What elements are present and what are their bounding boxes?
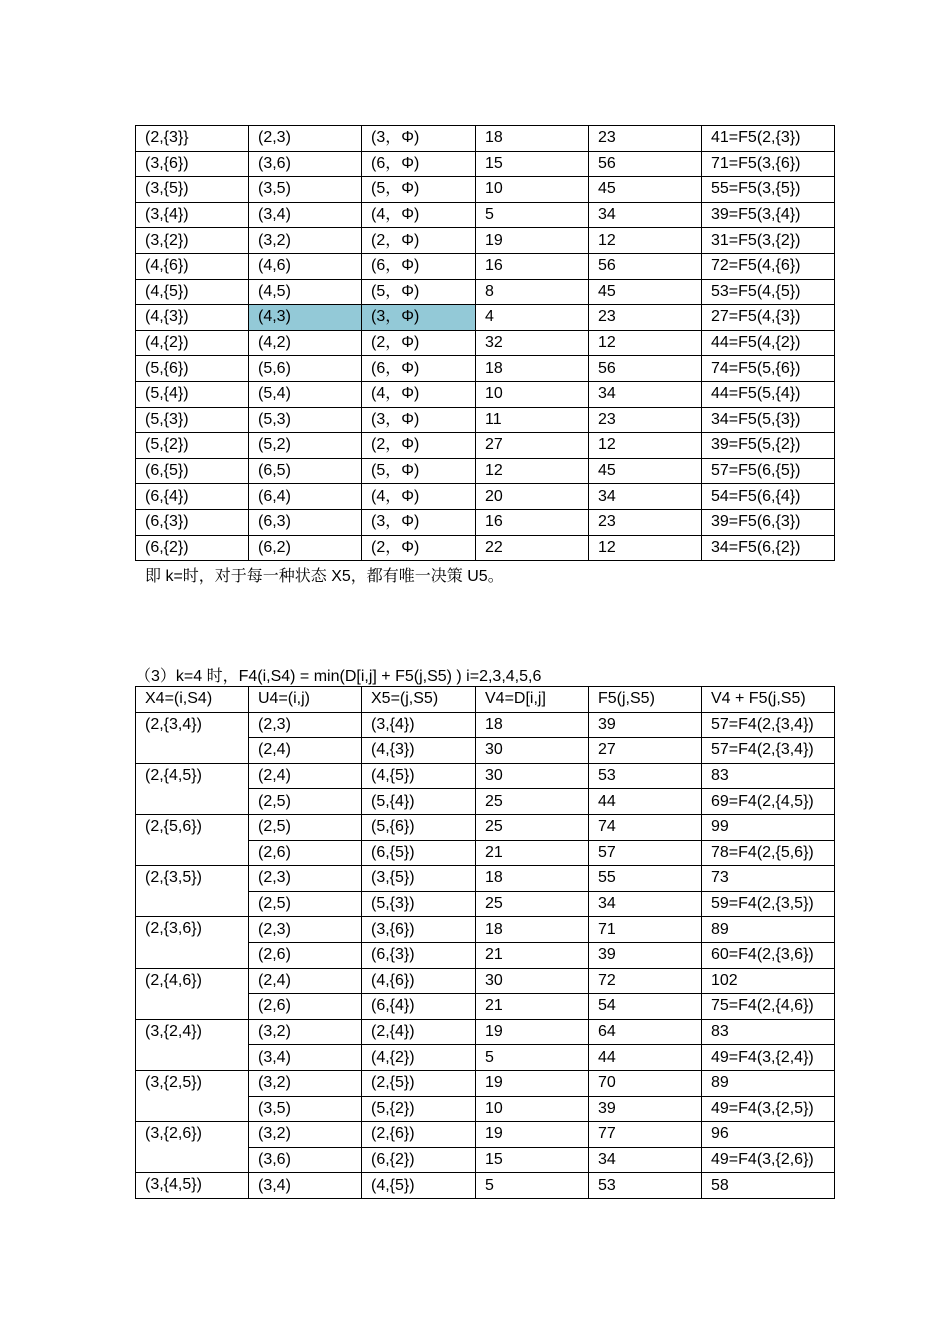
table-cell: 25 — [476, 789, 589, 815]
table-cell: 25 — [476, 891, 589, 917]
table-cell: 74=F5(5,{6}) — [702, 356, 835, 382]
table-cell: 30 — [476, 763, 589, 789]
table-cell: (5,6) — [249, 356, 362, 382]
table-cell: (4,{3}) — [136, 305, 249, 331]
table-row — [136, 1122, 835, 1148]
table-cell: (4，Φ) — [362, 484, 476, 510]
header-cell: X5=(j,S5) — [362, 687, 476, 713]
table-row — [136, 1173, 835, 1199]
table-cell: 12 — [589, 535, 702, 561]
table-cell: (4，Φ) — [362, 381, 476, 407]
table-cell: 57=F4(2,{3,4}) — [702, 712, 835, 738]
table-cell: 45 — [589, 458, 702, 484]
table-cell: 15 — [476, 1147, 589, 1173]
table-cell: 5 — [476, 202, 589, 228]
table-cell: (4,5) — [249, 279, 362, 305]
table-cell: 34=F5(6,{2}) — [702, 535, 835, 561]
table-cell: 73 — [702, 866, 835, 892]
table-cell: 83 — [702, 1019, 835, 1045]
table-cell: (2,{3}} — [136, 126, 249, 152]
table-cell: 39=F5(5,{2}) — [702, 433, 835, 459]
table-cell: 21 — [476, 994, 589, 1020]
table-cell: 25 — [476, 814, 589, 840]
table-cell: (5,{2}) — [362, 1096, 476, 1122]
table-cell: (4，Φ) — [362, 202, 476, 228]
table-cell: 19 — [476, 1019, 589, 1045]
table-row — [136, 1019, 835, 1045]
table-cell: 21 — [476, 942, 589, 968]
table-cell: 16 — [476, 509, 589, 535]
table-cell: (2,4) — [249, 738, 362, 764]
table-cell: 23 — [589, 509, 702, 535]
table-cell: 44 — [589, 789, 702, 815]
table-cell: 60=F4(2,{3,6}) — [702, 942, 835, 968]
table-cell: 44 — [589, 1045, 702, 1071]
table-cell: 23 — [589, 126, 702, 152]
table-cell: 18 — [476, 356, 589, 382]
table-cell: 70 — [589, 1070, 702, 1096]
table-row — [136, 356, 835, 382]
table-cell: 89 — [702, 1070, 835, 1096]
table-cell: 72 — [589, 968, 702, 994]
table-cell: 49=F4(3,{2,4}) — [702, 1045, 835, 1071]
table-cell: (3,{5}) — [136, 177, 249, 203]
table-cell: (5,{6}) — [362, 814, 476, 840]
table-cell: 34 — [589, 484, 702, 510]
table-cell: (5,2) — [249, 433, 362, 459]
table-cell: (4,{2}) — [136, 330, 249, 356]
table-cell: (2，Φ) — [362, 433, 476, 459]
table-cell: (2,{6}) — [362, 1122, 476, 1148]
table-cell: 23 — [589, 305, 702, 331]
table-cell: (5,{3}) — [362, 891, 476, 917]
table-cell: (3，Φ) — [362, 126, 476, 152]
table-cell: 55=F5(3,{5}) — [702, 177, 835, 203]
table-cell: 18 — [476, 866, 589, 892]
table-row — [136, 535, 835, 561]
table-cell: 54 — [589, 994, 702, 1020]
table-cell: (5,3) — [249, 407, 362, 433]
table-row — [136, 381, 835, 407]
table-cell: (2,{5}) — [362, 1070, 476, 1096]
table-row — [136, 763, 835, 789]
table-cell: 56 — [589, 253, 702, 279]
table-cell: 39=F5(6,{3}) — [702, 509, 835, 535]
table-cell: 23 — [589, 407, 702, 433]
table-cell: 11 — [476, 407, 589, 433]
state-cell: (3,{2,6}) — [136, 1122, 249, 1173]
table-cell: (4,{6}) — [136, 253, 249, 279]
table-cell: (6,4) — [249, 484, 362, 510]
table-cell: 27 — [589, 738, 702, 764]
table-cell: (2,6) — [249, 942, 362, 968]
table-cell: 44=F5(5,{4}) — [702, 381, 835, 407]
stage5-table — [135, 125, 835, 561]
table-cell: 55 — [589, 866, 702, 892]
table-cell: 57=F4(2,{3,4}) — [702, 738, 835, 764]
header-cell: V4=D[i,j] — [476, 687, 589, 713]
table-cell: 34=F5(5,{3}) — [702, 407, 835, 433]
state-cell: (2,{4,5}) — [136, 763, 249, 814]
table-cell: 77 — [589, 1122, 702, 1148]
table-row — [136, 228, 835, 254]
table-cell: (2,5) — [249, 789, 362, 815]
table-cell: 39 — [589, 712, 702, 738]
table-cell: 39 — [589, 942, 702, 968]
table-cell: 64 — [589, 1019, 702, 1045]
table-cell: 59=F4(2,{3,5}) — [702, 891, 835, 917]
table-cell: 19 — [476, 1070, 589, 1096]
table-cell: 53 — [589, 1173, 702, 1199]
table-cell: (5,{4}) — [362, 789, 476, 815]
table-cell: 18 — [476, 712, 589, 738]
table-cell: (6,{3}) — [362, 942, 476, 968]
table-cell: 53=F5(4,{5}) — [702, 279, 835, 305]
table-cell: (5,4) — [249, 381, 362, 407]
table-cell: 10 — [476, 381, 589, 407]
table-row — [136, 253, 835, 279]
table-cell: 27 — [476, 433, 589, 459]
table-cell: (6,3) — [249, 509, 362, 535]
table-cell: (2，Φ) — [362, 330, 476, 356]
table-cell: (4,6) — [249, 253, 362, 279]
table-row — [136, 279, 835, 305]
table-cell: (4,2) — [249, 330, 362, 356]
table-cell: (5，Φ) — [362, 458, 476, 484]
table-cell: (3,2) — [249, 228, 362, 254]
table-row — [136, 968, 835, 994]
table-cell: 22 — [476, 535, 589, 561]
table-row — [136, 433, 835, 459]
table-cell: (2,3) — [249, 712, 362, 738]
table-cell: (3,2) — [249, 1070, 362, 1096]
table-cell: (3，Φ) — [362, 407, 476, 433]
table-cell: 57=F5(6,{5}) — [702, 458, 835, 484]
table-cell: 20 — [476, 484, 589, 510]
state-cell: (2,{4,6}) — [136, 968, 249, 1019]
table-cell: (3,{2}) — [136, 228, 249, 254]
table-cell: (4,{2}) — [362, 1045, 476, 1071]
table-cell: 71=F5(3,{6}) — [702, 151, 835, 177]
table-cell: 10 — [476, 177, 589, 203]
table-cell: (6，Φ) — [362, 253, 476, 279]
table-cell: (2，Φ) — [362, 228, 476, 254]
table-cell: 56 — [589, 356, 702, 382]
table-cell: 12 — [589, 330, 702, 356]
table-cell: (4,{5}) — [362, 763, 476, 789]
table-cell: (6,{2}) — [136, 535, 249, 561]
table-cell: (3,4) — [249, 1173, 362, 1199]
table-cell: (4,{5}) — [136, 279, 249, 305]
table-cell: (6,{5}) — [136, 458, 249, 484]
table-cell: 74 — [589, 814, 702, 840]
table-cell: (2,4) — [249, 763, 362, 789]
table-cell: (2,3) — [249, 917, 362, 943]
state-cell: (3,{4,5}) — [136, 1173, 249, 1199]
table-cell: (3，Φ) — [362, 509, 476, 535]
table-cell: 39=F5(3,{4}) — [702, 202, 835, 228]
table-cell: 4 — [476, 305, 589, 331]
table-cell: (3,4) — [249, 202, 362, 228]
table-cell: 72=F5(4,{6}) — [702, 253, 835, 279]
table-cell: 45 — [589, 279, 702, 305]
table-row — [136, 177, 835, 203]
table-cell: 18 — [476, 126, 589, 152]
table-cell: 96 — [702, 1122, 835, 1148]
table-cell: (2,3) — [249, 126, 362, 152]
table-cell: (5，Φ) — [362, 177, 476, 203]
table-cell: 10 — [476, 1096, 589, 1122]
table-cell: 75=F4(2,{4,6}) — [702, 994, 835, 1020]
table-cell: 8 — [476, 279, 589, 305]
table-cell: (4,{3}) — [362, 738, 476, 764]
header-cell: U4=(i,j) — [249, 687, 362, 713]
table-cell: 34 — [589, 891, 702, 917]
table-cell: 39 — [589, 1096, 702, 1122]
table-cell: 34 — [589, 1147, 702, 1173]
table-cell: (2,3) — [249, 866, 362, 892]
table-row — [136, 509, 835, 535]
table-cell: (3,{5}) — [362, 866, 476, 892]
table-cell: 34 — [589, 202, 702, 228]
table-cell: (5,{3}) — [136, 407, 249, 433]
table-cell: 18 — [476, 917, 589, 943]
table-cell: 41=F5(2,{3}) — [702, 126, 835, 152]
table-cell: 44=F5(4,{2}) — [702, 330, 835, 356]
table-cell: 19 — [476, 228, 589, 254]
table-cell: 53 — [589, 763, 702, 789]
table-row — [136, 917, 835, 943]
table-cell: 16 — [476, 253, 589, 279]
state-cell: (3,{2,5}) — [136, 1070, 249, 1121]
table-cell: (4,3) — [249, 305, 362, 331]
table-row — [136, 126, 835, 152]
table-cell: (2，Φ) — [362, 535, 476, 561]
table-cell: (3,2) — [249, 1019, 362, 1045]
table-cell: (4,{6}) — [362, 968, 476, 994]
table-cell: (5，Φ) — [362, 279, 476, 305]
table-cell: 102 — [702, 968, 835, 994]
table-cell: (6,{2}) — [362, 1147, 476, 1173]
table-cell: 54=F5(6,{4}) — [702, 484, 835, 510]
table-cell: (6,{4}) — [136, 484, 249, 510]
table-cell: (2,5) — [249, 891, 362, 917]
table-cell: (3,{6}) — [136, 151, 249, 177]
stage5-note: 即 k=时，对于每一种状态 X5，都有唯一决策 U5。 — [145, 568, 504, 585]
table-cell: (6,2) — [249, 535, 362, 561]
table-cell: (6,{5}) — [362, 840, 476, 866]
table-cell: (3,5) — [249, 1096, 362, 1122]
state-cell: (2,{3,6}) — [136, 917, 249, 968]
state-cell: (3,{2,4}) — [136, 1019, 249, 1070]
table-cell: (2,{4}) — [362, 1019, 476, 1045]
table-cell: 12 — [589, 228, 702, 254]
table-cell: (6,5) — [249, 458, 362, 484]
table-cell: 49=F4(3,{2,6}) — [702, 1147, 835, 1173]
table-row — [136, 330, 835, 356]
table-cell: (3,5) — [249, 177, 362, 203]
table-cell: 30 — [476, 968, 589, 994]
table-cell: (5,{2}) — [136, 433, 249, 459]
table-cell: (6,{4}) — [362, 994, 476, 1020]
table-cell: (5,{6}) — [136, 356, 249, 382]
table-cell: 78=F4(2,{5,6}) — [702, 840, 835, 866]
table-cell: 69=F4(2,{4,5}) — [702, 789, 835, 815]
table-cell: (6，Φ) — [362, 151, 476, 177]
table-cell: 71 — [589, 917, 702, 943]
header-cell: X4=(i,S4) — [136, 687, 249, 713]
table-row — [136, 712, 835, 738]
table-cell: 49=F4(3,{2,5}) — [702, 1096, 835, 1122]
table-cell: 89 — [702, 917, 835, 943]
table-cell: (3,6) — [249, 1147, 362, 1173]
table-cell: 12 — [476, 458, 589, 484]
table-row — [136, 458, 835, 484]
table-row — [136, 1070, 835, 1096]
table-cell: 56 — [589, 151, 702, 177]
table-cell: (3，Φ) — [362, 305, 476, 331]
table-row — [136, 866, 835, 892]
header-cell: V4 + F5(j,S5) — [702, 687, 835, 713]
table-cell: (2,5) — [249, 814, 362, 840]
table-cell: 5 — [476, 1045, 589, 1071]
state-cell: (2,{3,4}) — [136, 712, 249, 763]
table-row — [136, 407, 835, 433]
table-cell: (2,6) — [249, 994, 362, 1020]
table-cell: 12 — [589, 433, 702, 459]
table-cell: (2,6) — [249, 840, 362, 866]
table-cell: (3,4) — [249, 1045, 362, 1071]
table-cell: 57 — [589, 840, 702, 866]
table-cell: (5,{4}) — [136, 381, 249, 407]
table-cell: 27=F5(4,{3}) — [702, 305, 835, 331]
table-cell: 34 — [589, 381, 702, 407]
table-cell: (4,{5}) — [362, 1173, 476, 1199]
table-cell: (3,{6}) — [362, 917, 476, 943]
table-cell: (3,{4}) — [362, 712, 476, 738]
table-cell: 15 — [476, 151, 589, 177]
table-cell: 19 — [476, 1122, 589, 1148]
table-row — [136, 814, 835, 840]
table-cell: 30 — [476, 738, 589, 764]
table-row — [136, 151, 835, 177]
table-cell: 45 — [589, 177, 702, 203]
table-row — [136, 202, 835, 228]
table-cell: 58 — [702, 1173, 835, 1199]
table-cell: (6,{3}) — [136, 509, 249, 535]
state-cell: (2,{5,6}) — [136, 814, 249, 865]
table-cell: 31=F5(3,{2}) — [702, 228, 835, 254]
table-row — [136, 305, 835, 331]
table-cell: (2,4) — [249, 968, 362, 994]
table-header-row — [136, 687, 835, 713]
stage4-table — [135, 686, 835, 1199]
table-cell: (3,6) — [249, 151, 362, 177]
state-cell: (2,{3,5}) — [136, 866, 249, 917]
table-cell: 21 — [476, 840, 589, 866]
stage4-heading: （3）k=4 时，F4(i,S4) = min(D[i,j] + F5(j,S5) ) i=2,3,4,5,6 — [135, 668, 542, 685]
table-cell: 99 — [702, 814, 835, 840]
header-cell: F5(j,S5) — [589, 687, 702, 713]
table-cell: (3,{4}) — [136, 202, 249, 228]
table-row — [136, 484, 835, 510]
table-cell: (3,2) — [249, 1122, 362, 1148]
table-cell: (6，Φ) — [362, 356, 476, 382]
table-cell: 32 — [476, 330, 589, 356]
table-cell: 5 — [476, 1173, 589, 1199]
table-cell: 83 — [702, 763, 835, 789]
